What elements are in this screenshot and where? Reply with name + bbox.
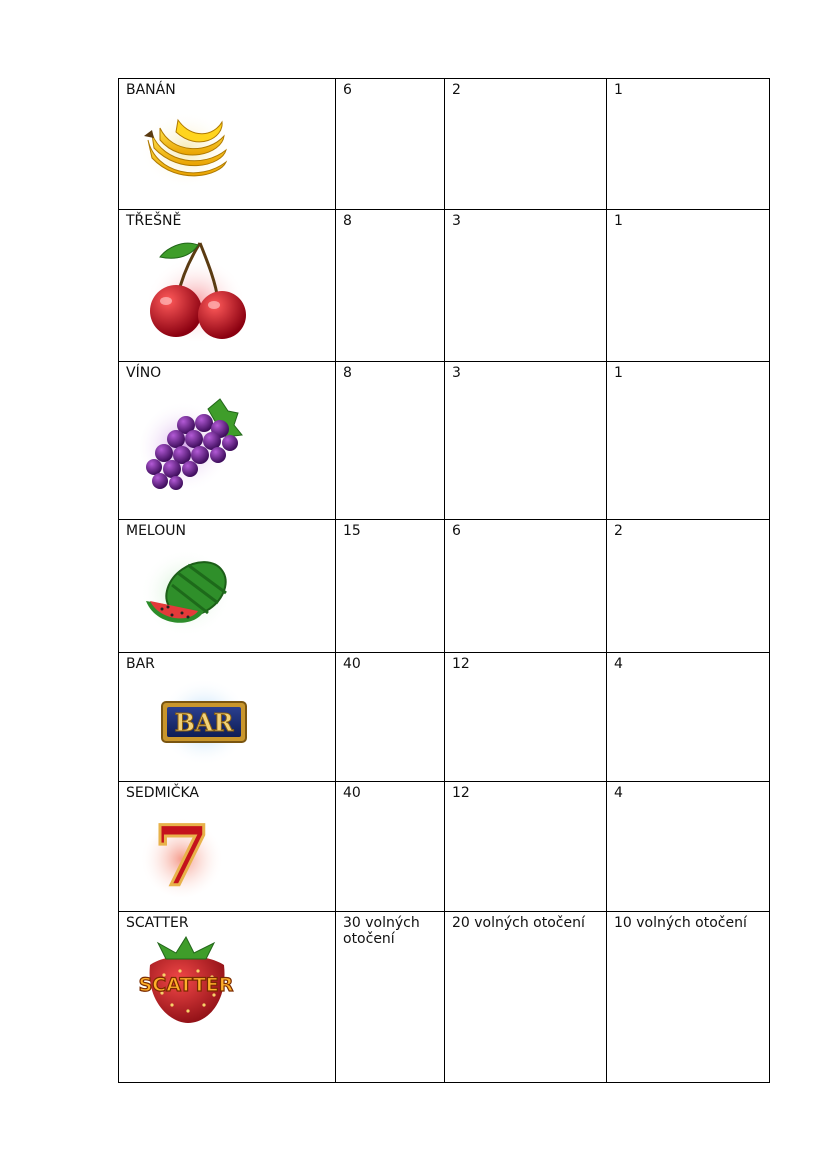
symbol-cell — [119, 653, 336, 782]
symbol-cell — [119, 912, 336, 1083]
symbol-cell — [119, 782, 336, 912]
bar-icon-text: BAR — [174, 708, 234, 737]
payout-4: 12 — [445, 653, 607, 782]
payout-3: 1 — [607, 362, 770, 520]
table-row — [119, 782, 770, 912]
watermelon-icon — [138, 545, 234, 637]
seven-icon-text: 7 — [153, 809, 211, 897]
payout-4: 3 — [445, 362, 607, 520]
symbol-name: BANÁN — [126, 82, 176, 98]
payout-3: 1 — [607, 79, 770, 210]
cherries-icon — [138, 239, 248, 343]
payout-3: 4 — [607, 782, 770, 912]
payout-5: 40 — [336, 653, 445, 782]
symbol-name: VÍNO — [126, 365, 162, 381]
payout-5: 30 volných otočení — [336, 912, 445, 1083]
payout-3: 10 volných otočení — [607, 912, 770, 1083]
table-row — [119, 79, 770, 210]
symbol-name: MELOUN — [126, 523, 186, 539]
symbol-cell — [119, 79, 336, 210]
grapes-icon — [138, 393, 246, 497]
symbol-name: BAR — [126, 656, 155, 672]
payout-3: 4 — [607, 653, 770, 782]
payout-5: 8 — [336, 362, 445, 520]
symbol-name: TŘEŠNĚ — [126, 213, 182, 229]
scatter-strawberry-icon — [136, 935, 236, 1027]
payout-4: 12 — [445, 782, 607, 912]
symbol-cell — [119, 362, 336, 520]
table-row — [119, 520, 770, 653]
payout-4: 3 — [445, 210, 607, 362]
payout-4: 2 — [445, 79, 607, 210]
seven-icon — [138, 805, 224, 897]
payout-4: 20 volných otočení — [445, 912, 607, 1083]
paytable — [118, 78, 770, 1083]
symbol-name: SCATTER — [126, 915, 189, 931]
payout-5: 40 — [336, 782, 445, 912]
table-row — [119, 362, 770, 520]
banana-icon — [138, 106, 234, 190]
symbol-cell — [119, 520, 336, 653]
payout-5: 6 — [336, 79, 445, 210]
payout-5: 15 — [336, 520, 445, 653]
payout-5: 8 — [336, 210, 445, 362]
table-row — [119, 210, 770, 362]
payout-3: 2 — [607, 520, 770, 653]
bar-icon — [156, 676, 252, 766]
scatter-icon-text: SCATTER — [138, 974, 234, 996]
table-row — [119, 912, 770, 1083]
payout-3: 1 — [607, 210, 770, 362]
table-row — [119, 653, 770, 782]
symbol-name: SEDMIČKA — [126, 785, 200, 801]
payout-4: 6 — [445, 520, 607, 653]
symbol-cell — [119, 210, 336, 362]
